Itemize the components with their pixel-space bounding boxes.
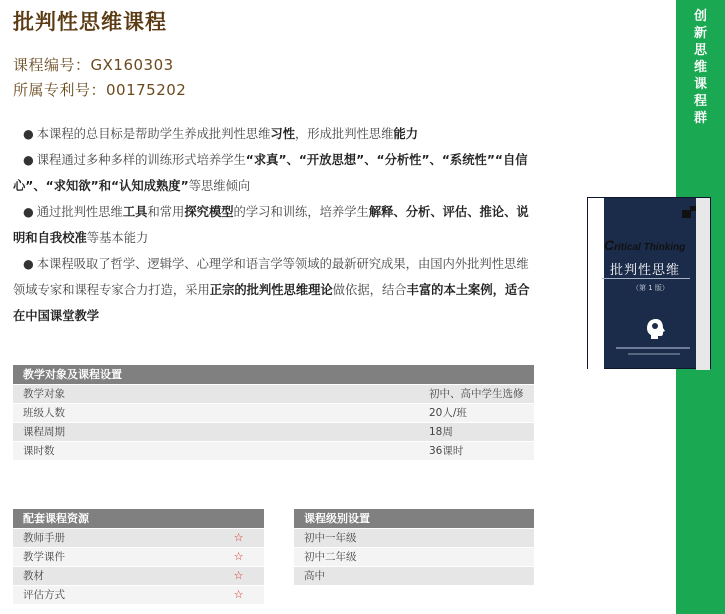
- paragraph-text: 和常用: [147, 205, 185, 219]
- side-label-char: 思: [693, 43, 707, 58]
- paragraph-text: 等基本能力: [86, 231, 149, 245]
- emphasis-text: 丰富的本土案例，适合在中国课堂教学: [13, 283, 530, 323]
- thinking-head-icon: [646, 318, 666, 340]
- paragraph-text: 本课程的总目标是帮助学生养成批判性思维: [36, 127, 271, 141]
- course-code: 课程编号：GX160303: [13, 56, 174, 74]
- book-footer-line: [628, 353, 680, 355]
- setup-value: 36课时: [419, 441, 534, 460]
- course-level: 初中二年级: [294, 547, 534, 566]
- star-icon: ☆: [213, 528, 264, 547]
- side-label-char: 创: [693, 9, 707, 24]
- course-level: 初中一年级: [294, 528, 534, 547]
- bullet-dot-icon: ●: [23, 205, 34, 219]
- side-label-char: 课: [693, 77, 707, 92]
- book-divider: [602, 278, 690, 279]
- bullet-dot-icon: ●: [23, 153, 34, 167]
- side-label-char: 程: [693, 94, 707, 109]
- table-row: [13, 384, 534, 403]
- table-row: [13, 528, 264, 547]
- emphasis-text: 工具: [122, 205, 148, 219]
- book-edition: （第 1 版）: [632, 284, 669, 292]
- description-paragraph: [13, 251, 533, 329]
- resource-name: 教师手册: [13, 528, 213, 547]
- table-row: [294, 566, 534, 585]
- course-setup-table: [13, 365, 534, 460]
- side-label-char: 群: [693, 111, 707, 126]
- book-chinese-title: 批判性思维: [610, 263, 681, 278]
- bullet-dot-icon: ●: [23, 127, 34, 141]
- setup-key: 教学对象: [13, 384, 419, 403]
- paragraph-text: 做依据，结合: [332, 283, 407, 297]
- resource-name: 教材: [13, 566, 213, 585]
- course-setup-header: 教学对象及课程设置: [13, 365, 534, 384]
- bullet-dot-icon: ●: [23, 257, 34, 271]
- setup-key: 课时数: [13, 441, 419, 460]
- setup-key: 班级人数: [13, 403, 419, 422]
- table-row: [13, 422, 534, 441]
- table-row: [13, 441, 534, 460]
- page-title: 批判性思维课程: [13, 10, 167, 34]
- table-row: [13, 547, 264, 566]
- emphasis-text: 正宗的批判性思维理论: [209, 283, 333, 297]
- book-cover: [587, 197, 711, 369]
- paragraph-text: 等思维倾向: [188, 179, 251, 193]
- side-category-label: [676, 8, 725, 127]
- book-english-title-rest: ritical Thinking: [614, 242, 686, 253]
- course-resources-header: 配套课程资源: [13, 509, 264, 528]
- table-row: [294, 528, 534, 547]
- side-label-char: 维: [693, 60, 707, 75]
- course-level-header: 课程级别设置: [294, 509, 534, 528]
- table-row: [13, 403, 534, 422]
- book-english-title-cap: C: [604, 237, 615, 253]
- paragraph-text: ，形成批判性思维: [295, 127, 394, 141]
- emphasis-text: “求真”、“开放思想”、“分析性”、“系统性”“自信心”、“求知欲”和“认知成熟度”: [13, 153, 528, 193]
- resource-name: 评估方式: [13, 585, 213, 604]
- book-footer-line: [616, 347, 690, 349]
- course-level: 高中: [294, 566, 534, 585]
- course-level-table: [294, 509, 534, 585]
- setup-key: 课程周期: [13, 422, 419, 441]
- emphasis-text: 探究模型: [184, 205, 234, 219]
- description-paragraph: [13, 121, 533, 147]
- star-icon: ☆: [213, 585, 264, 604]
- paragraph-text: 课程通过多种多样的训练形式培养学生: [36, 153, 246, 167]
- emphasis-text: 习性: [270, 127, 295, 141]
- paragraph-text: 通过批判性思维: [36, 205, 123, 219]
- setup-value: 初中、高中学生选修: [419, 384, 534, 403]
- table-row: [13, 585, 264, 604]
- resource-name: 教学课件: [13, 547, 213, 566]
- description-paragraph: [13, 199, 533, 251]
- book-cover-left-margin: [588, 198, 604, 370]
- course-resources-table: [13, 509, 264, 604]
- course-description: [13, 121, 533, 329]
- publisher-logo-icon: [682, 206, 696, 218]
- paragraph-text: 本课程吸取了哲学、逻辑学、心理学和语言学等领域的最新研究成果，由国内外批判性思维领域专家和课程专家合力打造，采用: [13, 257, 529, 297]
- emphasis-text: 能力: [393, 127, 418, 141]
- paragraph-text: 的学习和训练，培养学生: [233, 205, 369, 219]
- side-label-char: 新: [693, 26, 707, 41]
- table-row: [13, 566, 264, 585]
- description-paragraph: [13, 147, 533, 199]
- star-icon: ☆: [213, 547, 264, 566]
- setup-value: 18周: [419, 422, 534, 441]
- patent-number: 所属专利号：00175202: [13, 81, 187, 99]
- emphasis-text: 解释、分析、评估、推论、说明和自我校准: [13, 205, 529, 245]
- table-row: [294, 547, 534, 566]
- book-page-edge: [696, 198, 710, 370]
- star-icon: ☆: [213, 566, 264, 585]
- book-english-title: [604, 237, 685, 253]
- setup-value: 20人/班: [419, 403, 534, 422]
